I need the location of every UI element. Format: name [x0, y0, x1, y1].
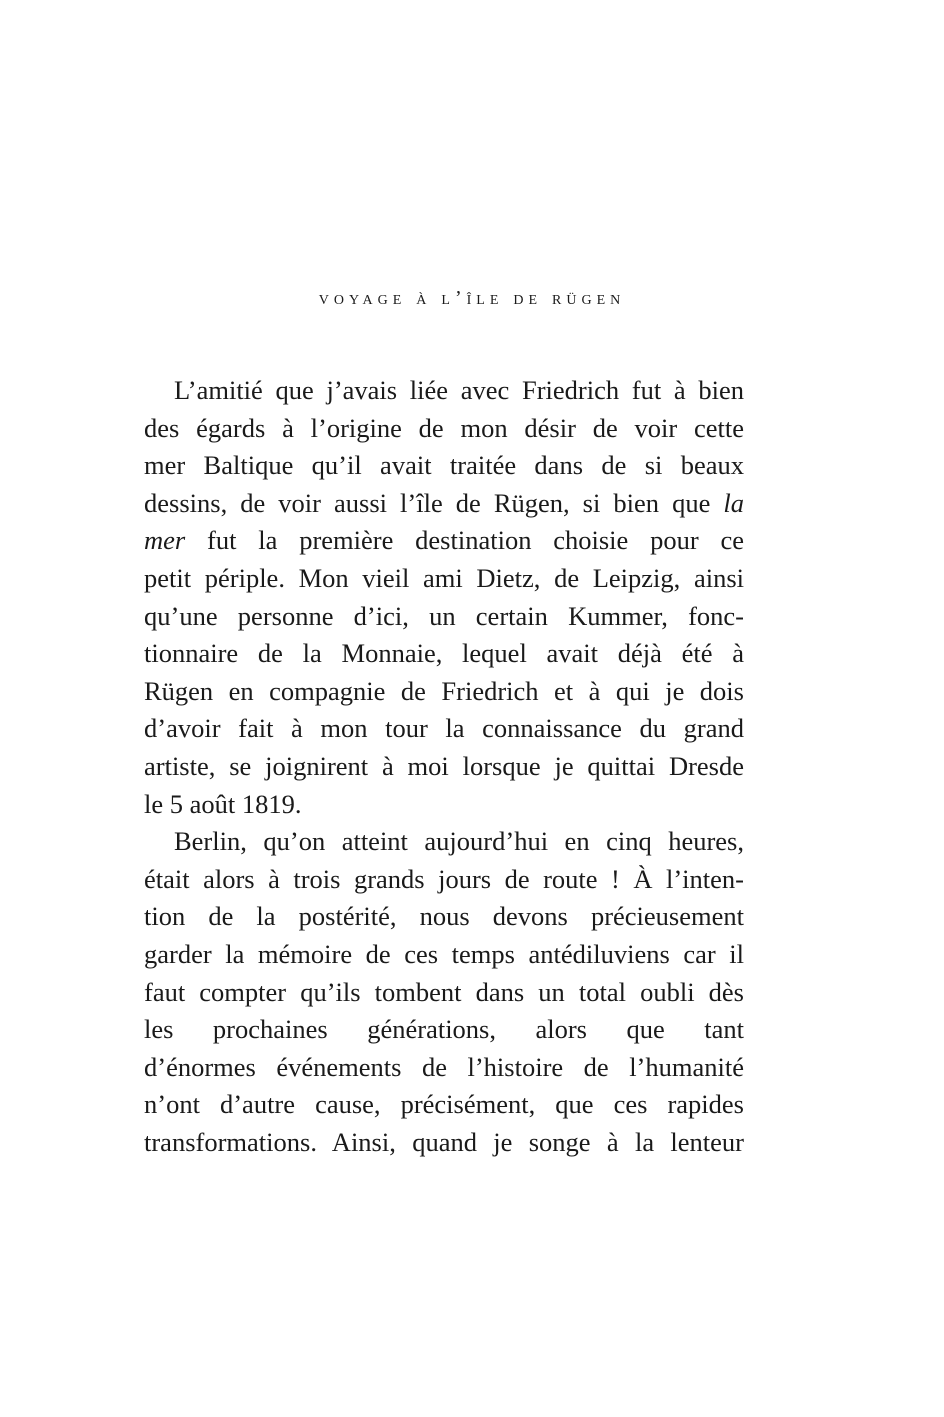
- text-line: tion de la postérité, nous devons précieusement: [144, 901, 744, 932]
- paragraph-1: [144, 372, 744, 823]
- line-text: fut la première destination choisie pour ce: [207, 525, 745, 556]
- text-line: était alors à trois grands jours de route ! À l’inten-: [144, 863, 744, 894]
- text-line: Berlin, qu’on atteint aujourd’hui en cinq heures,: [174, 826, 744, 857]
- text-line: d’énormes événements de l’histoire de l’humanité: [144, 1051, 744, 1082]
- text-line: Rügen en compagnie de Friedrich et à qui je dois: [144, 675, 744, 706]
- text-line: qu’une personne d’ici, un certain Kummer, fonc-: [144, 600, 744, 631]
- text-line: n’ont d’autre cause, précisément, que ces rapides: [144, 1089, 744, 1120]
- text-line: faut compter qu’ils tombent dans un total oubli dès: [144, 976, 744, 1007]
- text-line: petit périple. Mon vieil ami Dietz, de Leipzig, ainsi: [144, 562, 744, 593]
- text-line: transformations. Ainsi, quand je songe à la lenteur: [144, 1126, 744, 1157]
- text-line: des égards à l’origine de mon désir de voir cette: [144, 412, 744, 443]
- text-line: les prochaines générations, alors que tant: [144, 1014, 744, 1045]
- text-line: tionnaire de la Monnaie, lequel avait déjà été à: [144, 638, 744, 669]
- text-line: [144, 522, 744, 560]
- italic-word: la: [723, 487, 744, 518]
- text-line: garder la mémoire de ces temps antédiluviens car il: [144, 938, 744, 969]
- line-text: dessins, de voir aussi l’île de Rügen, si bien que: [144, 487, 711, 518]
- text-line: [144, 485, 744, 523]
- text-line: mer Baltique qu’il avait traitée dans de si beaux: [144, 450, 744, 481]
- italic-word: mer: [144, 525, 186, 556]
- text-line: L’amitié que j’avais liée avec Friedrich fut à bien: [174, 375, 744, 405]
- text-line: artiste, se joignirent à moi lorsque je quittai Dresde: [144, 750, 744, 781]
- paragraph-2: [144, 823, 744, 1161]
- text-line: le 5 août 1819.: [144, 788, 302, 819]
- chapter-title: voyage à l’île de rügen: [318, 287, 626, 309]
- body-text: [144, 372, 744, 1161]
- text-line: d’avoir fait à mon tour la connaissance du grand: [144, 713, 744, 744]
